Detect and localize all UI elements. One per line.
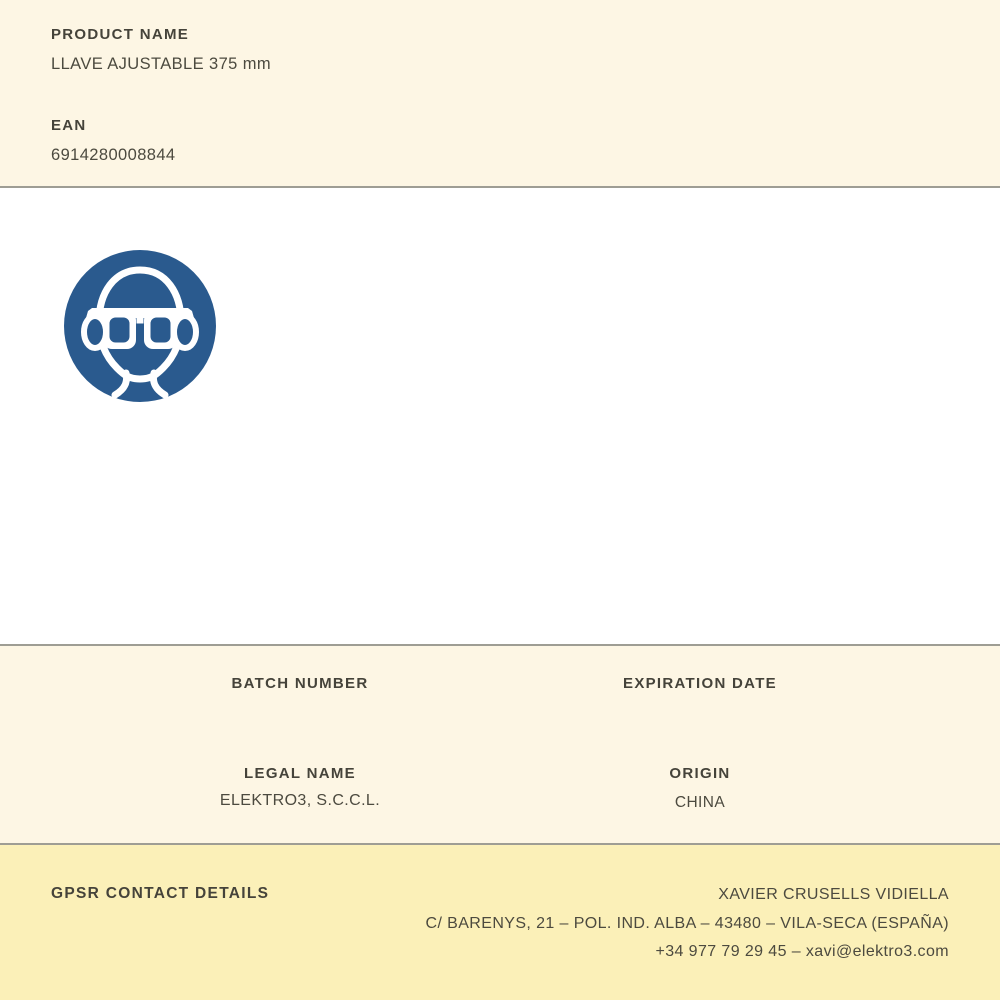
gpsr-contact-section (0, 845, 1000, 1000)
contact-name: XAVIER CRUSELLS VIDIELLA (718, 886, 949, 903)
product-name-field (51, 26, 271, 74)
product-header-section (0, 0, 1000, 186)
wear-eye-protection-icon (62, 248, 218, 404)
legal-name-value: ELEKTRO3, S.C.C.L. (219, 792, 381, 809)
traceability-section (0, 646, 1000, 843)
product-name-value: LLAVE AJUSTABLE 375 mm (51, 55, 272, 73)
gpsr-contact-label: GPSR CONTACT DETAILS (51, 885, 270, 902)
ean-value: 6914280008844 (51, 146, 176, 164)
origin-label: ORIGIN (669, 765, 731, 782)
ean-field (51, 117, 176, 165)
origin-value: CHINA (674, 794, 726, 811)
contact-phone-email: +34 977 79 29 45 – xavi@elektro3.com (655, 943, 949, 960)
product-name-label: PRODUCT NAME (51, 26, 190, 43)
contact-details (426, 881, 950, 967)
ean-label: EAN (51, 117, 87, 134)
expiration-date-label: EXPIRATION DATE (623, 675, 777, 692)
pictogram-section (0, 188, 1000, 644)
contact-address: C/ BARENYS, 21 – POL. IND. ALBA – 43480 – VILA-SECA (ESPAÑA) (425, 914, 949, 932)
legal-name-label: LEGAL NAME (244, 765, 356, 782)
batch-number-label: BATCH NUMBER (231, 675, 369, 692)
